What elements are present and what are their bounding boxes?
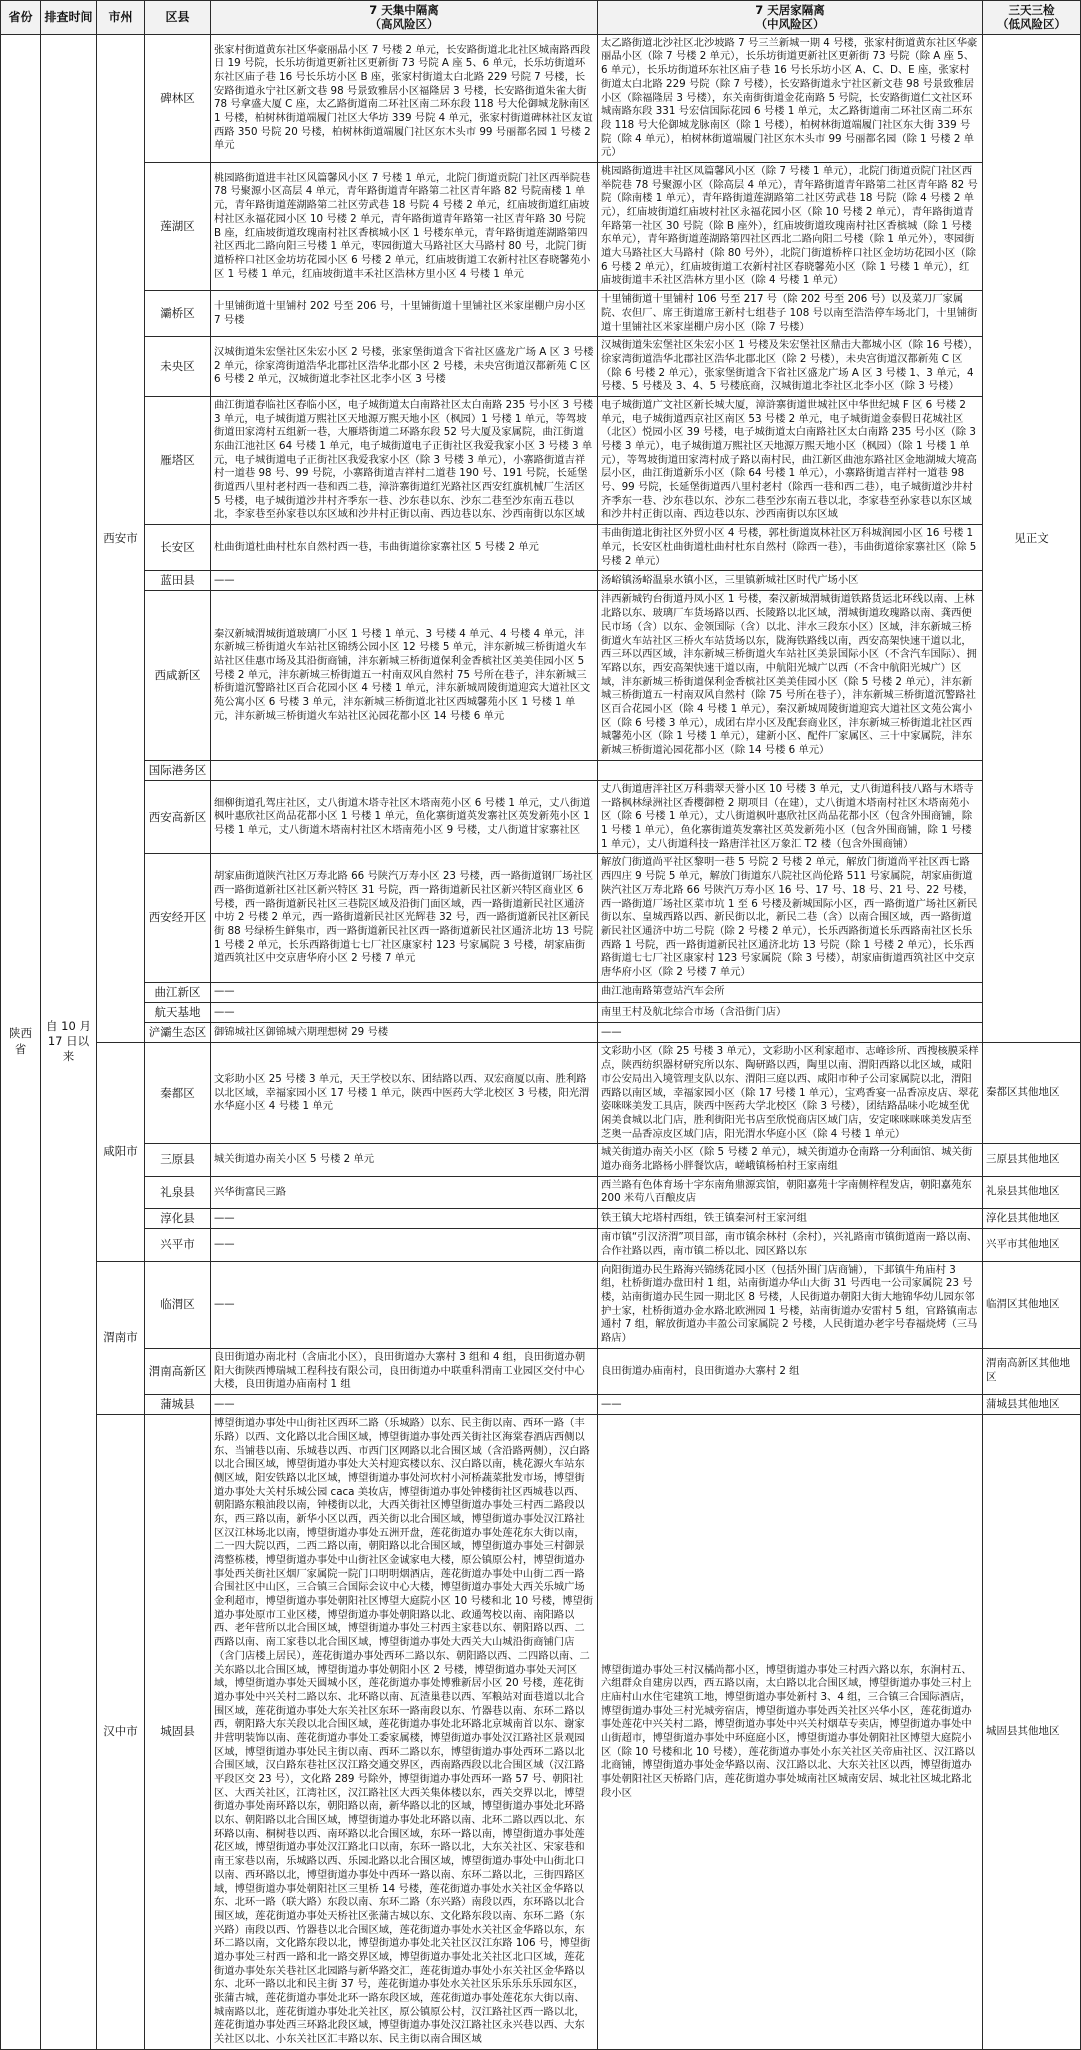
low-risk-cell: 临渭区其他地区 bbox=[983, 1261, 1081, 1348]
high-risk-cell: —— bbox=[211, 982, 598, 1002]
mid-risk-cell: 南市镇“引汉济渭”项目部，南市镇余林村（余村），兴礼路南市镇街道南一路以南、合作社路以西，南市镇二桥以北、园区路以东 bbox=[598, 1229, 983, 1261]
mid-risk-cell: 南里王村及航北综合市场（含沿街门店） bbox=[598, 1002, 983, 1022]
high-risk-cell: —— bbox=[211, 571, 598, 591]
high-risk-cell: —— bbox=[211, 1261, 598, 1348]
mid-risk-cell: 向阳街道办民生路海兴锦绣花园小区（包括外围门店商铺），下邽镇牛角庙村 3 组，杜桥街道办盘田村 1 组，站南街道办华山大街 31 号西电一公司家属院 23 号楼，站南街道办民生园一期北区 8 号楼，人民街道办朝阳大街大地锦华幼儿园东邻护士家，杜桥街道办金水路北欧洲园 1 号楼，站南街道办安雷村 5 组，官路镇南志通村 7 组，解放街道办丰盈公司家属院 2 号楼，人民街道办老字号春福烧烤（三马路店） bbox=[598, 1261, 983, 1348]
mid-risk-cell: 电子城街道广文社区新长城大厦，漳浒寨街道世城社区中华世纪城 F 区 6 号楼 2 单元，电子城街道西京社区南区 53 号楼 2 单元，电子城街道金泰假日花城社区（北区）悦园小区 39 号楼，电子城街道太白南路社区太白南路 235 号小区（除 3 号楼 3 单元），电子城街道万熙社区天地源万熙天地小区（枫园）（除 1 号楼 1 单元），等驾坡街道田家湾村成子路以南村民，曲江新区曲池东路社区金地湖城大境高层小区，曲江街道新乐小区（除 64 号楼 1 单元），小寨路街道吉祥村一道巷 98 号、99 号院，长延堡街道西八里村老村（除西一巷和西二巷），电子城街道沙井村齐季东一巷、沙东巷以东、沙东二巷至沙东南五巷以北，李家巷至孙家巷以东区域和沙井村正街以南、西边巷以东、沙西南街以东区域 bbox=[598, 396, 983, 524]
header-high-title: 7 天集中隔离 bbox=[369, 3, 439, 17]
high-risk-cell: 细柳街道孔驾庄社区，丈八街道木塔寺社区木塔南苑小区 6 号楼 1 单元，丈八街道枫叶惠欣社区尚品花都小区 1 号楼 1 单元，鱼化寨街道英发寨社区英发新苑小区 1 号楼 1 单元，丈八街道木塔南村社区木塔南苑小区 9 号楼，丈八街道甘家寨社区 bbox=[211, 781, 598, 854]
low-risk-cell: 淳化县其他地区 bbox=[983, 1209, 1081, 1229]
table-row bbox=[1, 162, 1081, 290]
mid-risk-cell: 曲江池南路第壹站汽车会所 bbox=[598, 982, 983, 1002]
table-row bbox=[1, 982, 1081, 1002]
header-row bbox=[1, 1, 1081, 35]
mid-risk-cell: 太乙路街道北沙社区北沙坡路 7 号三兰新城一期 4 号楼，张家村街道黄东社区华豪丽晶小区（除 7 号楼 2 单元），长乐坊街道更新社区更新街 73 号院（除 A 座 5、6 单元），长乐坊街道环东社区庙子巷 16 号长乐坊小区 A、C、D、E 座，张家村街道太白北路 229 号院（除 7 号楼），长安路街道永宁社区新文巷 98 号景致雅居小区（除福隆居 3 号楼），东关南街街道金花南路 5 号院，长安路街道仁文社区环城南路东段 331 号宏信国际花园 6 号楼 1 单元，太乙路街道南二环社区南二环东段 118 号大伦御城龙脉南区（除 1 号楼），柏树林街道端履门社区东大街 339 号院（除 4 单元），柏树林街道端履门社区东木头市 99 号丽都名园（除 1 号楼 2 单元） bbox=[598, 34, 983, 162]
high-risk-cell: —— bbox=[211, 1002, 598, 1022]
high-risk-cell: —— bbox=[211, 1229, 598, 1261]
table-row bbox=[1, 571, 1081, 591]
high-risk-cell: 文彩助小区 25 号楼 3 单元，天王学校以东、团结路以西、双宏商厦以南、胜利路以北区域，幸福家园小区 17 号楼 1 单元，陕西中医药大学北校区 3 号楼，阳光渭水华庭小区 4 号楼 1 单元 bbox=[211, 1043, 598, 1144]
low-risk-cell: 城固县其他地区 bbox=[983, 1415, 1081, 2050]
mid-risk-cell: —— bbox=[598, 1023, 983, 1043]
district-cell: 国际港务区 bbox=[145, 760, 211, 780]
district-cell: 曲江新区 bbox=[145, 982, 211, 1002]
district-cell: 西安经开区 bbox=[145, 854, 211, 982]
mid-risk-cell: 解放门街道尚平社区黎明一巷 5 号院 2 号楼 2 单元，解放门街道尚平社区西七路西四庄 9 号院 5 单元，解放门街道东八院社区尚伦路 511 号家属院，胡家庙街道陕汽社区万寿北路 66 号陕汽万寿小区 16 号、17 号、18 号、21 号、22 号楼，西一路街道厂场社区菜市坑 1 至 6 号楼及新城国际小区，西一路街道广场社区新民街以东、皇城西路以西、新民街以北，新民二巷（含）以南合围区域，西一路街道新民社区通济中坊二号院（除 2 号楼 2 单元），长乐西路街道长乐西路南社区长乐西路 1 号院，西一路街道新民社区通济北坊 13 号院（除 1 号楼 2 单元），长乐西路街道七七厂社区康家村 123 号家属院（除 3 号楼），胡家庙街道西筑社区中交京唐华府小区（除 2 号楼 7 单元） bbox=[598, 854, 983, 982]
header-province: 省份 bbox=[1, 1, 41, 35]
district-cell: 莲湖区 bbox=[145, 162, 211, 290]
district-cell: 航天基地 bbox=[145, 1002, 211, 1022]
high-risk-cell: 曲江街道春临社区春临小区，电子城街道太白南路社区太白南路 235 号小区 3 号楼 3 单元，电子城街道万熙社区天地源万熙天地小区（枫园）1 号楼 1 单元，等驾坡街道田家湾村五组新一巷，大雁塔街道二环路东段 52 号大厦及家属院，曲江街道东曲江池社区 64 号楼 1 单元，电子城街道电子正街社区我爱我家小区 3 号楼 3 单元，电子城街道电子正街社区我爱我家小区（除 3 号楼 3 单元），小寨路街道吉祥村一道巷 98 号、99 号院，小寨路街道吉祥村二道巷 190 号、191 号院，长延堡街道西八里村老村西一巷和西二巷，漳浒寨街道红光路社区西安红旗机械厂生活区 5 号楼，电子城街道沙井村齐季东一巷、沙东巷以东、沙东二巷至沙东南五巷以北，李家巷至孙家巷以东区域和沙井村正街以南、西边巷以东、沙西南街以东区域 bbox=[211, 396, 598, 524]
header-low-risk bbox=[983, 1, 1081, 35]
district-cell: 临渭区 bbox=[145, 1261, 211, 1348]
table-row bbox=[1, 760, 1081, 780]
header-city: 市州 bbox=[97, 1, 145, 35]
district-cell: 礼泉县 bbox=[145, 1176, 211, 1208]
mid-risk-cell: 沣西新城钓台街道丹凤小区 1 号楼，秦汉新城渭城街道铁路货运北环线以南、上林北路以东、玻璃厂车货场路以西、长陵路以北区域，渭城街道玫瑰路以南、龚西便民市场（含）以东、金领国际（含）以北、沣水三段东小区）区域，沣东新城三桥街道火车站社区三桥火车站货场以东，陇海铁路线以南，西安高架快速干道以北，西三环以西区域，沣东新城三桥街道火车站社区美景国际小区（不含汽车国际）、拥军路以东，西安高架快速干道以南，中航阳光城广以西（不含中航阳光城广）区域，沣东新城三桥街道保利金香槟社区美美佳园小区（除 5 号楼 2 单元），沣东新城三桥街道五一村南双风自然村（除 75 号所在巷子），沣东新城三桥街道沉警路社区百合花园小区（除 4 号楼 1 单元），秦汉新城周陵街道迎宾大道社区文苑公寓小区（除 6 号楼 3 单元），成团右岸小区及配套商业区，沣东新城三桥街道北社区西城馨苑小区（除 1 号楼 1 单元），建新小区、配件厂家属区、三十中家属院，沣东新城三桥街道沁园花都小区（除 14 号楼 6 单元） bbox=[598, 591, 983, 760]
high-risk-cell: 御锦城社区御锦城六期理想树 29 号楼 bbox=[211, 1023, 598, 1043]
table-row bbox=[1, 1348, 1081, 1394]
mid-risk-cell: 城关街道办南关小区（除 5 号楼 2 单元），城关街道办仓南路一分利面馆、城关街道办商务北路杨小胖餐饮店，嵯峨镇杨柏村王家南组 bbox=[598, 1144, 983, 1176]
province-cell: 陕西省 bbox=[1, 34, 41, 2049]
high-risk-cell: —— bbox=[211, 1209, 598, 1229]
low-risk-cell: 礼泉县其他地区 bbox=[983, 1176, 1081, 1208]
mid-risk-cell: 西兰路有色体育场十字东南角鼎源宾馆，朝阳嘉苑十字南侧梓程发店，朝阳嘉苑东 200 米苟八百酿皮店 bbox=[598, 1176, 983, 1208]
header-high-risk bbox=[211, 1, 598, 35]
table-row bbox=[1, 1002, 1081, 1022]
table-row bbox=[1, 1144, 1081, 1176]
city-cell-hanzhong: 汉中市 bbox=[97, 1415, 145, 2050]
district-cell: 蒲城县 bbox=[145, 1394, 211, 1414]
mid-risk-cell: 良田街道办庙南村，良田街道办大寨村 2 组 bbox=[598, 1348, 983, 1394]
mid-risk-cell: 汉城街道朱宏堡社区朱宏小区 1 号楼及朱宏堡社区鼎击大都城小区（除 16 号楼），徐家湾街道浩华北郡社区浩华北郡北区（除 2 号楼），未央宫街道汉都新苑 C 区（除 6 号楼 2 单元），张家堡街道含下省社区盛龙广场 A 区 3 号楼 1、3 单元，4 号楼、5 号楼及 3、4、5 号楼底商，汉城街道北李社区北李小区（除 3 号楼） bbox=[598, 337, 983, 397]
mid-risk-cell: 文彩助小区（除 25 号楼 3 单元），文彩助小区利家超市、志峰诊所、西搜核膜采样点，陕西纺织器材研究所以东、陶研路以西，陶里以南、渭阳西路以北区域，咸阳市公安局出入境管理支队以东、渭阳三庭以西、咸阳市种子公司家属院以北，渭阳西路以南区域，幸福家园小区（除 17 号楼 1 单元），宝鸡香宴一品香凉皮店、翠花姿咪咪美发工具店，陕西中医药大学北校区（除 3 号楼），团结路晶味小吃城至优闲美食城以北门店，胜利街阳光书店至欣悦商店区域门店，安定咪咪咪咪美发店至芝奥一品香凉皮区域门店，阳光渭水华庭小区（除 4 号楼 1 单元） bbox=[598, 1043, 983, 1144]
city-cell-xianyang: 咸阳市 bbox=[97, 1043, 145, 1261]
district-cell: 浐灞生态区 bbox=[145, 1023, 211, 1043]
header-high-sub: （高风险区） bbox=[369, 17, 439, 32]
high-risk-cell: 胡家庙街道陕汽社区万寿北路 66 号陕汽万寿小区 23 号楼，西一路街道钢厂场社区西一路街道新社区社区新兴特区 31 号院，西一路街道新民社区新兴特区商业区 6 号楼，西一路街道新民社区三巷院区域及沿街门面区域，西一路街道新民社区通济中坊 2 号楼 2 单元，西一路街道新民社区光辉巷 32 号，西一路街道新民社区新民街 88 号绿桥生鲜集市，西一路街道新民社区西一路街道新民社区通济北坊 13 号院 1 号楼 2 单元，长乐西路街道七七厂社区康家村 123 号家属院 3 号楼，胡家庙街道西筑社区中交京唐华府小区 2 号楼 7 单元 bbox=[211, 854, 598, 982]
district-cell: 雁塔区 bbox=[145, 396, 211, 524]
header-low-title: 三天三检 bbox=[1008, 3, 1055, 17]
city-cell-weinan: 渭南市 bbox=[97, 1261, 145, 1414]
district-cell: 蓝田县 bbox=[145, 571, 211, 591]
high-risk-cell: 城关街道办南关小区 5 号楼 2 单元 bbox=[211, 1144, 598, 1176]
district-cell: 秦都区 bbox=[145, 1043, 211, 1144]
mid-risk-cell: —— bbox=[598, 1394, 983, 1414]
high-risk-cell: 张家村街道黄东社区华豪丽晶小区 7 号楼 2 单元，长安路街道北北社区城南路西段日 19 号院，长乐坊街道更新社区更新街 73 号院 A 座 5、6 单元，长乐坊街道环东社区庙子巷 16 号长乐坊小区 B 座，张家村街道太白北路 229 号院 7 号楼，长安路街道永宁社区新文巷 98 号景致雅居小区福隆居 3 号楼，长安路街道朱雀大街 78 号拿盛大厦 C 座，太乙路街道南二环社区南二环东段 118 号大伦御城龙脉南区 1 号楼，柏树林街道端履门社区大华坊 339 号院 4 单元，张家村街道碑林社区友谊西路 350 号院 20 号楼，柏树林街道端履门社区东木头市 99 号丽都名园 1 号楼 2 单元 bbox=[211, 34, 598, 162]
high-risk-cell: 兴华街富民三路 bbox=[211, 1176, 598, 1208]
table-row bbox=[1, 34, 1081, 162]
date-cell: 自 10 月 17 日以来 bbox=[41, 34, 97, 2049]
high-risk-cell bbox=[211, 760, 598, 780]
low-risk-cell-xian: 见正文 bbox=[983, 34, 1081, 1043]
table-row bbox=[1, 1415, 1081, 2050]
high-risk-cell: 良田街道办南北村（含庙北小区），良田街道办大寨村 3 组和 4 组，良田街道办朝阳大街陕西博瑞城工程科技有限公司，良田街道办中联重科渭南工业园区交付中心大楼，良田街道办庙南村 1 组 bbox=[211, 1348, 598, 1394]
mid-risk-cell: 汤峪镇汤峪温泉水镇小区，三里镇新城社区时代广场小区 bbox=[598, 571, 983, 591]
district-cell: 兴平市 bbox=[145, 1229, 211, 1261]
district-cell: 渭南高新区 bbox=[145, 1348, 211, 1394]
table-row bbox=[1, 1394, 1081, 1414]
high-risk-cell: —— bbox=[211, 1394, 598, 1414]
district-cell: 灞桥区 bbox=[145, 291, 211, 337]
table-row bbox=[1, 1261, 1081, 1348]
high-risk-cell: 杜曲街道杜曲村杜东自然村西一巷，韦曲街道徐家寨社区 5 号楼 2 单元 bbox=[211, 525, 598, 571]
mid-risk-cell: 博望街道办事处三村汉橘尚都小区，博望街道办事处三村西六路以东，东涧村五、六组群众自建房以西，西五路以南，太白路以北合围区域，博望街道办事处三村上庄庙村山水住宅建筑工地，博望街道办事处新村 3、4 组，三合镇三合国际酒店，博望街道办事处三村光城旁宿店，博望街道办事处西关社区兴华小区，莲花街道办事处莲花中兴关村二路，博望街道办事处中兴关村烟草专卖店，博望街道办事处中山街超市，博望街道办事处中环庭庭小区，博望街道办事处朝阳社区博望大庭院小区（除 10 号楼和北 10 号楼），莲花街道办事处小东关社区关帝庙社区、汉江路以北商铺，博望街道办事处金华路以南、汉江路以北、大东关社区以西，博望街道办事处朝阳社区天桥路门店，莲花街道办事处城南社区城南安居、城北社区城北路北段小区 bbox=[598, 1415, 983, 2050]
mid-risk-cell: 桃园路街道进丰社区凤篇馨风小区（除 7 号楼 1 单元），北院门街道贡院门社区西举院巷 78 号聚源小区（除高层 4 单元），青年路街道青年路第二社区青年路 82 号院（除南楼 1 单元），青年路街道莲湖路第二社区劳武巷 18 号院（除 4 号楼 2 单元），红庙坡街道红庙坡村社区永福花园小区（除 10 号楼 2 单元），青年路街道青年路第一社区 30 号院（除 B 座外），红庙坡街道玫瑰南村社区香槟城（除 1 号楼东单元），青年路街道莲湖路第四社区西北二路向阳二号楼（除 1 单元外），枣园街道大马路社区大马路村（除 80 号外），北院门街道桥梓口社区金坊坊花园小区（除 6 号楼 2 单元），红庙坡街道工农新村社区春晓馨苑小区（除 1 号楼 1 单元），红庙坡街道丰禾社区浩林方里小区（除 4 号楼 1 单元） bbox=[598, 162, 983, 290]
district-cell: 碑林区 bbox=[145, 34, 211, 162]
high-risk-cell: 秦汉新城渭城街道玻璃厂小区 1 号楼 1 单元、3 号楼 4 单元、4 号楼 4 单元，沣东新城三桥街道火车站社区锦绣公园小区 12 号楼 5 单元，沣东新城三桥街道火车站社区佳惠市场及其沿街商铺，沣东新城三桥街道保利金香槟社区美美佳园小区 5 号楼 2 单元，沣东新城三桥街道五一村南双风自然村 75 号所在巷子，沣东新城三桥街道沉警路社区百合花园小区 4 号楼 1 单元，沣东新城周陵街道迎宾大道社区文苑公寓小区 6 号楼 3 单元，沣东新城三桥街道北社区西城馨苑小区 1 号楼 1 单元，沣东新城三桥街道火车站社区沁园花都小区 14 号楼 6 单元 bbox=[211, 591, 598, 760]
low-risk-cell: 秦都区其他地区 bbox=[983, 1043, 1081, 1144]
table-row bbox=[1, 396, 1081, 524]
header-mid-sub: （中风险区） bbox=[755, 17, 825, 32]
high-risk-cell: 汉城街道朱宏堡社区朱宏小区 2 号楼，张家堡街道含下省社区盛龙广场 A 区 3 号楼 2 单元，徐家湾街道浩华北郡社区浩华北郡小区 2 号楼，未央宫街道汉都新苑 C 区 6 号楼 2 单元，汉城街道北李社区北李小区 3 号楼 bbox=[211, 337, 598, 397]
mid-risk-cell: 丈八街道唐泮社区万科翡翠天誉小区 10 号楼 3 单元，丈八街道科技八路与木塔寺一路枫林绿洲社区香樱御橙 2 期项目（在建），丈八街道木塔南村社区木塔南苑小区（除 6 号楼 1 单元），丈八街道枫叶惠欣社区尚品花都小区（包含外围商铺，除 1 号楼 1 单元），鱼化寨街道英发寨社区英发新苑小区（包含外围商铺，除 1 号楼 1 单元），丈八街道科技一路唐洋社区万象汇 T2 楼（包含外围商铺） bbox=[598, 781, 983, 854]
header-date: 排查时间 bbox=[41, 1, 97, 35]
header-district: 区县 bbox=[145, 1, 211, 35]
mid-risk-cell: 韦曲街道北街社区外贸小区 4 号楼，郭杜街道岚林社区万科城润园小区 16 号楼 1 单元，长安区杜曲街道杜曲村杜东自然村（除西一巷），韦曲街道徐家寨社区（除 5 号楼 2 单元） bbox=[598, 525, 983, 571]
mid-risk-cell bbox=[598, 760, 983, 780]
city-cell-xian: 西安市 bbox=[97, 34, 145, 1043]
table-row bbox=[1, 854, 1081, 982]
table-row bbox=[1, 1043, 1081, 1144]
header-low-sub: （低风险区） bbox=[997, 17, 1066, 32]
table-row bbox=[1, 591, 1081, 760]
low-risk-cell: 三原县其他地区 bbox=[983, 1144, 1081, 1176]
district-cell: 三原县 bbox=[145, 1144, 211, 1176]
table-row bbox=[1, 1176, 1081, 1208]
table-row bbox=[1, 337, 1081, 397]
high-risk-cell: 桃园路街道进丰社区风篇馨风小区 7 号楼 1 单元，北院门街道贡院门社区西举院巷 78 号聚源小区高层 4 单元，青年路街道青年路第二社区青年路 82 号院南楼 1 单元，青年路街道莲湖路第二社区劳武巷 18 号院 4 号楼 2 单元，红庙坡街道红庙坡村社区永福花园小区 10 号楼 2 单元，青年路街道青年路第一社区青年路 30 号院 B 座，红庙坡街道玫瑰南村社区香槟城小区 1 号楼东单元，青年路街道莲湖路第四社区西北二路向阳三号楼 1 单元，枣园街道大马路社区大马路村 80 号，北院门街道桥梓口社区金坊坊花园小区 6 号楼 2 单元，红庙坡街道工农新村社区春晓馨苑小区 1 号楼 1 单元，红庙坡街道丰禾社区浩林方里小区 4 号楼 1 单元 bbox=[211, 162, 598, 290]
low-risk-cell: 蒲城县其他地区 bbox=[983, 1394, 1081, 1414]
table-row bbox=[1, 1209, 1081, 1229]
district-cell: 长安区 bbox=[145, 525, 211, 571]
district-cell: 西安高新区 bbox=[145, 781, 211, 854]
table-row bbox=[1, 1229, 1081, 1261]
district-cell: 未央区 bbox=[145, 337, 211, 397]
high-risk-cell: 博望街道办事处中山街社区西环二路（乐城路）以东、民主街以南、西环一路（丰乐路）以西、文化路以北合围区域，博望街道办事处西关街社区海棠春酒店西侧以东、当铺巷以南、乐城巷以西、市西门区网路以北合围区域（含沿路两侧），汉白路以北合围区域，博望街道办事处大关村迎宾楼以东、汉白路以南，桃花源火车站东侧区域，阳安铁路以北区域，博望街道办事处河坎村小河桥蔬菜批发市场，博望街道办事处大关村乐城公园 caca 美妆店，博望街道办事处钟楼街社区西城巷以西、朝阳路东粮油段以南，钟楼街以北，大西关街社区博望街道办事处三村西二路段以东，西三路以南，新华小区以西，西关街以北合围区域，博望街道办事处汉江路社区汉江林场北以南，博望街道办事处五洲开盘，莲花街道办事处莲花东大街以南，二一四大院以西，二西二路以南，朝阳路以北合围区域，博望街道办事处三村御景湾整栋楼，博望街道办事处中山街社区金诚家电大楼，原公镇原公村，博望街道办事处西关街社区烟厂家属院一院门口明明烟酒店，莲花街道办事处中山街二西一路合围社区中山区，三合镇三合国际会议中心大楼，博望街道办事处大西关乐城广场金利超市，博望街道办事处朝阳社区博望大庭院小区 10 号楼和北 10 号楼，博望街道办事处原市工业区楼，博望街道办事处朝阳路以北、政通驾校以南、南阳路以西、老年营所以北合围区域，博望街道办事处三村西主家巷以东、朝阳路以西、二西路以南、南工家巷以北合围区域，博望街道办事处大西关大山城沿街商铺门店（含门店楼上居民），莲花街道办事处西环二路以东、朝阳路以西、二四路以南、二关东路以北合围区域，博望街道办事处朝阳小区 2 号楼，博望街道办事处天河区域，博望街道办事处天圆城小区，莲花街道办事处博雅新居小区 20 号楼，莲花街道办事处中兴关村二路以东、北环路以南、瓦渣巢巷以西、军粮站对面巷道以北合围区域，莲花街道办事处大东关社区东环一路南段以东、竹器巷以南、东环二路以西，朝阳路大东关段以北合围区域，莲花街道办事处北环路北京城南首以东、谢家井营明装饰以南、莲花街道办事处工委家属楼，博望街道办事处汉江路社区景观园区域，博望街道办事处民主街以南、西环二路以东，博望街道办事处西环二路以北合围区域，汉白路东巷社区汉江路交通交界区，西南路西段以北合围区域（汉江路平段区交 23 号），文化路 289 号除外，博望街道办事处西环一路 57 号、朝阳社区、大西关社区，江湾社区，汉江路社区大西关集体楼以东，西关交界以北，博望街道办事处南环路以东，朝阳路以南，新华路以北的区域，博望街道办事处北环路以东、朝阳路以北合围区域，博望街道办事处北环路以南、北环二路以西以北、东环路以南、桐树巷以西、南环路以北合围区域，东环一路以南，博望街道办事处莲花区域，博望街道办事处汉江路北口以南，东环一路以北，大东关社区、宋家巷和南王家巷以南，乐城路以西、乐园北路以北合围区域，博望街道办事处中山街北口以南、西环路以北，博望街道办事处中西环一路以南、东环二路以北，三街四路区域，博望街道办事处朝阳社区三里桥 14 号楼，莲花街道办事处水关社区金华路以东、北环一路（联大路）东段以南、东环二路（东兴路）南段以西，东环路以北合围区域，莲花街道办事处天桥社区张蒲古城以东、文化路东段以南、东环二路（东兴路）南段以西、竹器巷以北合围区域，莲花街道办事处水关社区金华路以东，东环二路以南，文化路东段以北，博望街道办事处北关社区汉江东路 106 号，博望街道办事处三村西一路和北一路交界区域，博望街道办事处北关社区北口区域，莲花街道办事处东关巷社区北园路与新华路交汇，莲花街道办事处小东关社区金华路以东、北环一路以北和民主街 37 号，莲花街道办事处水关社区乐乐乐乐乐园东区，张蒲古城，莲花街道办事处北环一路东段区域，莲花街道办事处莲花东大街以南、城南路以北，莲花街道办事处北关社区，原公镇原公村，汉江路社区西一路以北，莲花街道办事处西三环路北段区域，博望街道办事处汉江路社区永兴巷以西、大东关社区以北、小东关社区汇丰路以东、民主街以南合围区域 bbox=[211, 1415, 598, 2050]
table-row bbox=[1, 781, 1081, 854]
low-risk-cell: 兴平市其他地区 bbox=[983, 1229, 1081, 1261]
header-mid-title: 7 天居家隔离 bbox=[755, 3, 825, 17]
table-row bbox=[1, 1023, 1081, 1043]
mid-risk-cell: 十里铺街道十里铺村 106 号至 217 号（除 202 号至 206 号）以及菜刀厂家属院、农但厂、席王街道席王新村七组巷子 108 号以南至浩浩停车场北门，十里铺街道十里铺社区米家崖棚户房小区（除 7 号楼） bbox=[598, 291, 983, 337]
district-cell: 西咸新区 bbox=[145, 591, 211, 760]
header-mid-risk bbox=[598, 1, 983, 35]
mid-risk-cell: 铁王镇大坨塔村西组，铁王镇秦河村王家河组 bbox=[598, 1209, 983, 1229]
table-row bbox=[1, 291, 1081, 337]
table-row bbox=[1, 525, 1081, 571]
high-risk-cell: 十里铺街道十里铺村 202 号至 206 号，十里铺街道十里铺社区米家崖棚户房小区 7 号楼 bbox=[211, 291, 598, 337]
district-cell: 淳化县 bbox=[145, 1209, 211, 1229]
low-risk-cell: 渭南高新区其他地区 bbox=[983, 1348, 1081, 1394]
district-cell: 城固县 bbox=[145, 1415, 211, 2050]
